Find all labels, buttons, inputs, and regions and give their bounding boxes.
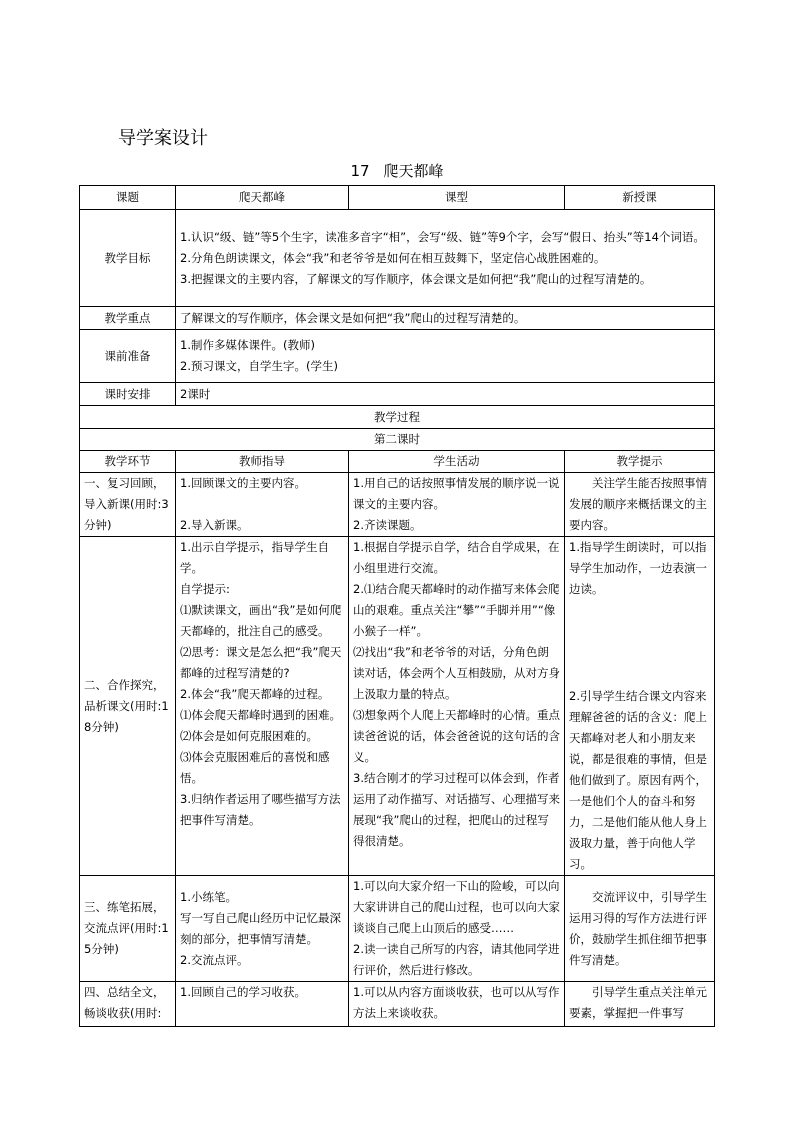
focus-row	[80, 307, 715, 330]
cell-line: 2.体会“我”爬天都峰的过程。	[180, 687, 330, 701]
student-cell	[349, 876, 565, 982]
cell-line: 自学提示:	[180, 582, 230, 596]
cell-line: 2.预习课文，自学生字。(学生)	[180, 359, 338, 373]
table-row	[80, 982, 715, 1027]
prep-row	[80, 330, 715, 383]
session-row	[80, 429, 715, 451]
cell-line: 关注学生能否按照事情发展的顺序来概括课文的主要内容。	[569, 476, 707, 532]
cell-line: 2.引导学生结合课文内容来理解爸爸的话的含义：爬上天都峰对老人和小朋友来说，都是很难的事情，但是他们做到了。原因有两个，一是他们个人的奋斗和努力，二是他们能从他人身上汲取力量，善于向他人学习。	[569, 689, 707, 871]
stage-cell: 二、合作探究，品析课文(用时:18分钟)	[80, 537, 176, 876]
lesson-title	[0, 160, 794, 181]
cell-line: 写一写自己爬山经历中记忆最深刻的部分，把事情写清楚。	[180, 910, 341, 946]
cell-line: 1.可以从内容方面谈收获，也可以从写作方法上来谈收获。	[353, 985, 560, 1020]
table-row	[80, 537, 715, 876]
header-row	[80, 186, 715, 210]
cell-line: 1.认识“级、链”等5个生字，读准多音字“相”，会写“级、链”等9个字，会写“假日、抬头”等14个词语。	[180, 229, 705, 244]
goals-content	[176, 210, 715, 307]
stage-cell: 四、总结全文，畅谈收获(用时:	[80, 982, 176, 1027]
lesson-plan-table	[79, 185, 715, 1027]
tips-cell	[565, 537, 715, 876]
tips-cell	[565, 473, 715, 537]
cell-line: 3.结合刚才的学习过程可以体会到，作者运用了动作描写、对话描写、心理描写来展现“我”爬山的过程，把爬山的过程写得很清楚。	[353, 771, 560, 848]
cell-line: 1.小练笔。	[180, 889, 237, 904]
tips-cell	[565, 982, 715, 1027]
type-value: 新授课	[565, 186, 715, 210]
cell-line: 1.指导学生朗读时，可以指导学生加动作，一边表演一边读。	[569, 540, 707, 596]
schedule-content: 2课时	[176, 383, 715, 406]
goals-label: 教学目标	[80, 210, 176, 307]
cell-line: 交流评议中，引导学生运用习得的写作方法进行评价，鼓励学生抓住细节把事件写清楚。	[569, 889, 707, 967]
cell-line: 1.制作多媒体课件。(教师)	[180, 338, 315, 352]
cell-line: ⑶体会克服困难后的喜悦和感悟。	[180, 750, 330, 785]
teacher-cell	[176, 537, 349, 876]
column-header: 教学环节	[80, 451, 176, 473]
focus-content: 了解课文的写作顺序，体会课文是如何把“我”爬山的过程写清楚的。	[176, 307, 715, 330]
schedule-row	[80, 383, 715, 406]
cell-line: 1.可以向大家介绍一下山的险峻，可以向大家讲讲自己的爬山过程，也可以向大家谈谈自己爬上山顶后的感受……	[353, 879, 560, 935]
student-cell	[349, 473, 565, 537]
cell-line: 1.回顾课文的主要内容。	[180, 476, 306, 490]
student-cell	[349, 982, 565, 1027]
prep-label: 课前准备	[80, 330, 176, 383]
cell-line: 3.归纳作者运用了哪些描写方法把事件写清楚。	[180, 792, 341, 827]
document-title: 导学案设计	[118, 128, 208, 149]
column-header: 教师指导	[176, 451, 349, 473]
topic-value: 爬天都峰	[176, 186, 349, 210]
process-title: 教学过程	[80, 406, 715, 429]
cell-line: 2.分角色朗读课文，体会“我”和老爷爷是如何在相互鼓舞下，坚定信心战胜困难的。	[180, 250, 606, 265]
cell-line: ⑵思考：课文是怎么把“我”爬天都峰的过程写清楚的?	[180, 645, 342, 680]
cell-line: 2.读一读自己所写的内容，请其他同学进行评价，然后进行修改。	[353, 942, 560, 977]
cell-line: ⑴默读课文，画出“我”是如何爬天都峰的，批注自己的感受。	[180, 603, 342, 638]
cell-line: ⑶想象两个人爬上天都峰时的心情。重点读爸爸说的话，体会爸爸说的这句话的含义。	[353, 708, 560, 764]
focus-label: 教学重点	[80, 307, 176, 330]
topic-label: 课题	[80, 186, 176, 210]
teacher-cell	[176, 473, 349, 537]
process-row	[80, 406, 715, 429]
prep-content	[176, 330, 715, 383]
column-header: 学生活动	[349, 451, 565, 473]
cell-line: 1.回顾自己的学习收获。	[180, 985, 306, 999]
schedule-label: 课时安排	[80, 383, 176, 406]
cell-line	[180, 494, 344, 515]
cell-line: 2.齐读课题。	[353, 518, 422, 532]
tips-cell	[565, 876, 715, 982]
cell-line: 1.用自己的话按照事情发展的顺序说一说课文的主要内容。	[353, 476, 560, 511]
cell-line: 1.出示自学提示，指导学生自学。	[180, 540, 329, 575]
cell-line: ⑵体会是如何克服困难的。	[180, 729, 318, 743]
goals-row	[80, 210, 715, 307]
cell-line: 2.交流点评。	[180, 952, 249, 967]
session-title: 第二课时	[80, 429, 715, 451]
stage-cell: 三、练笔拓展，交流点评(用时:15分钟)	[80, 876, 176, 982]
column-header: 教学提示	[565, 451, 715, 473]
teacher-cell	[176, 876, 349, 982]
column-header-row	[80, 451, 715, 473]
cell-line: 1.根据自学提示自学，结合自学成果，在小组里进行交流。	[353, 540, 560, 575]
table-row	[80, 473, 715, 537]
cell-line: ⑴体会爬天都峰时遇到的困难。	[180, 708, 341, 722]
lesson-number: 17	[350, 162, 370, 180]
table-row	[80, 876, 715, 982]
stage-cell: 一、复习回顾，导入新课(用时:3分钟)	[80, 473, 176, 537]
cell-line: 2.⑴结合爬天都峰时的动作描写来体会爬山的艰难。重点关注“攀”“手脚并用”“像小猴子一样”。	[353, 582, 560, 638]
teacher-cell	[176, 982, 349, 1027]
cell-line: 引导学生重点关注单元要素，掌握把一件事写	[569, 985, 707, 1020]
cell-line: ⑵找出“我”和老爷爷的对话，分角色朗读对话，体会两个人互相鼓励，从对方身上汲取力量的特点。	[353, 645, 560, 701]
type-label: 课型	[349, 186, 565, 210]
lesson-name: 爬天都峰	[383, 162, 444, 180]
student-cell	[349, 537, 565, 876]
cell-line: 2.导入新课。	[180, 518, 249, 532]
cell-line: 3.把握课文的主要内容，了解课文的写作顺序，体会课文是如何把“我”爬山的过程写清楚的。	[180, 271, 652, 286]
